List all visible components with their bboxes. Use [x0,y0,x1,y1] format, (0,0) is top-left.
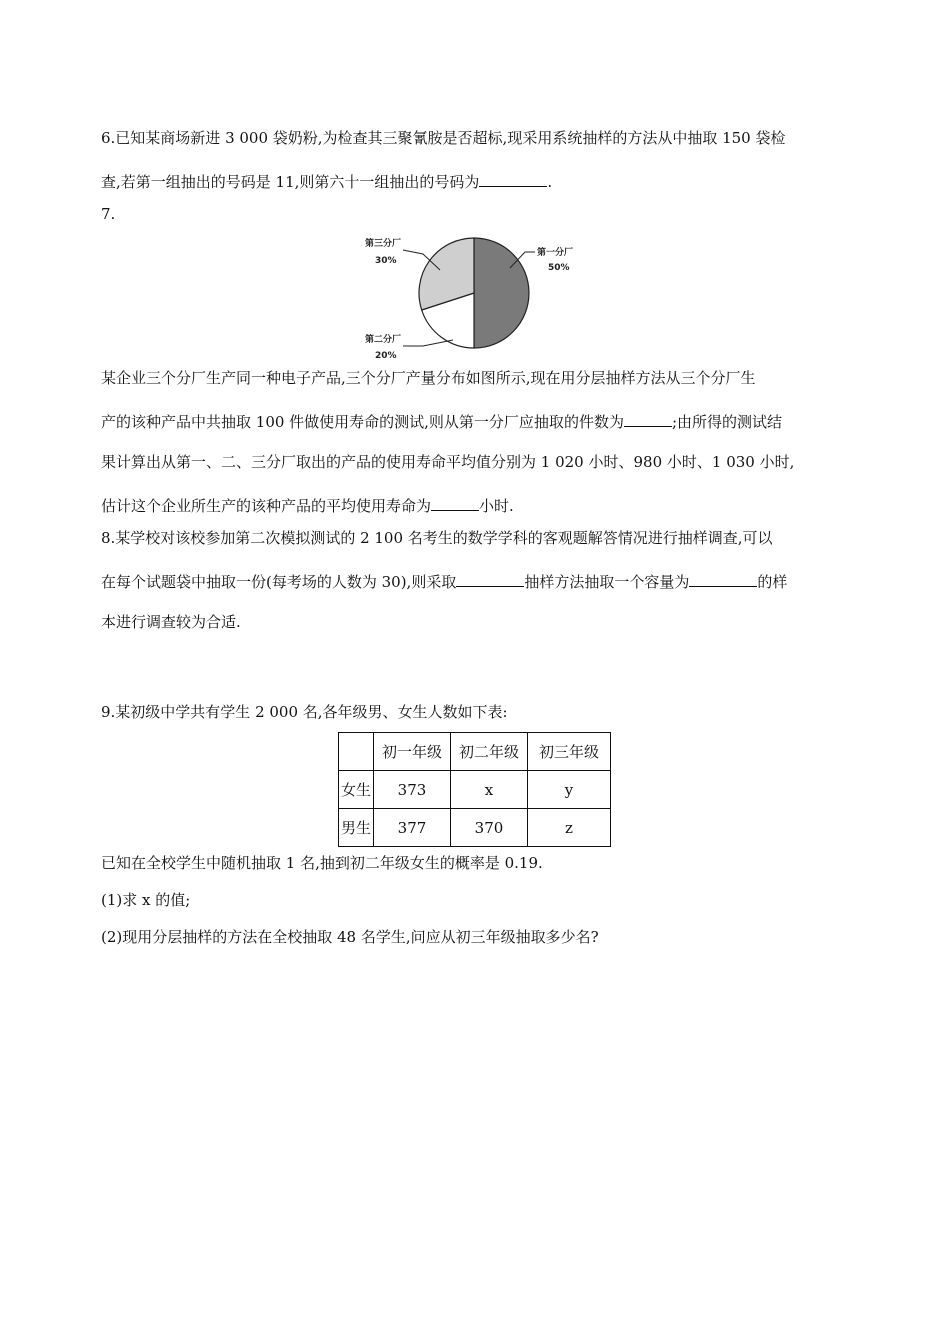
table-cell: 377 [374,809,451,847]
q7-line-2-end: ;由所得的测试结 [671,413,783,431]
label-factory-1: 第一分厂 [537,248,574,258]
table-header-grade-3: 初三年级 [528,733,611,771]
pie-slice-factory-1 [474,238,529,348]
grade-gender-table [338,732,611,847]
q8-answer-blank-2[interactable] [689,570,757,587]
q6-line-1: 6.已知某商场新进 3 000 袋奶粉,为检查其三聚氰胺是否超标,现采用系统抽样的方法从中抽取 150 袋检 [101,129,786,147]
table-header-row [339,733,611,771]
table-row-header-female: 女生 [339,771,374,809]
table-cell: 373 [374,771,451,809]
table-header-grade-1: 初一年级 [374,733,451,771]
table-row [339,809,611,847]
q7-line-2-text: 产的该种产品中共抽取 100 件做使用寿命的测试,则从第一分厂应抽取的件数为 [101,413,624,431]
q8-line-2-end: 的样 [757,573,788,591]
label-factory-2: 第二分厂 [365,335,402,345]
q7-answer-blank-1[interactable] [624,410,672,427]
q6-answer-blank[interactable] [479,170,547,187]
q8-line-2-mid: 抽样方法抽取一个容量为 [524,573,690,591]
q9-line-2: 已知在全校学生中随机抽取 1 名,抽到初二年级女生的概率是 0.19. [101,854,543,872]
q8-line-2-text: 在每个试题袋中抽取一份(每考场的人数为 30),则采取 [101,573,457,591]
table-row [339,771,611,809]
q6-line-2 [101,170,552,192]
percent-factory-1: 50% [548,263,570,273]
table-cell: 370 [451,809,528,847]
q7-line-4-text: 估计这个企业所生产的该种产品的平均使用寿命为 [101,497,432,515]
q7-line-4-end: 小时. [479,497,514,515]
q6-line-2-end: . [547,173,553,191]
table-row-header-male: 男生 [339,809,374,847]
percent-factory-2: 20% [375,351,397,361]
q7-line-4 [101,494,514,516]
table-corner-cell [339,733,374,771]
q7-line-1: 某企业三个分厂生产同一种电子产品,三个分厂产量分布如图所示,现在用分层抽样方法从三个分厂生 [101,369,756,387]
q7-number: 7. [101,205,116,223]
q9-sub-question-1: (1)求 x 的值; [101,891,191,909]
q8-line-2 [101,570,787,592]
q8-line-1: 8.某学校对该校参加第二次模拟测试的 2 100 名考生的数学学科的客观题解答情况进行抽样调查,可以 [101,529,773,547]
leader-line-factory-2 [403,340,453,346]
table-cell: y [528,771,611,809]
table-cell: z [528,809,611,847]
table-cell: x [451,771,528,809]
q7-answer-blank-2[interactable] [431,494,479,511]
q8-line-3: 本进行调查较为合适. [101,613,241,631]
q7-line-2 [101,410,782,432]
q9-line-1: 9.某初级中学共有学生 2 000 名,各年级男、女生人数如下表: [101,703,508,721]
q8-answer-blank-1[interactable] [456,570,524,587]
factory-pie-chart [355,230,574,361]
q6-line-2-text: 查,若第一组抽出的号码是 11,则第六十一组抽出的号码为 [101,173,480,191]
label-factory-3: 第三分厂 [365,239,402,249]
table-header-grade-2: 初二年级 [451,733,528,771]
q7-line-3: 果计算出从第一、二、三分厂取出的产品的使用寿命平均值分别为 1 020 小时、980 小时、1 030 小时, [101,453,795,471]
q9-sub-question-2: (2)现用分层抽样的方法在全校抽取 48 名学生,问应从初三年级抽取多少名? [101,928,599,946]
percent-factory-3: 30% [375,256,397,266]
